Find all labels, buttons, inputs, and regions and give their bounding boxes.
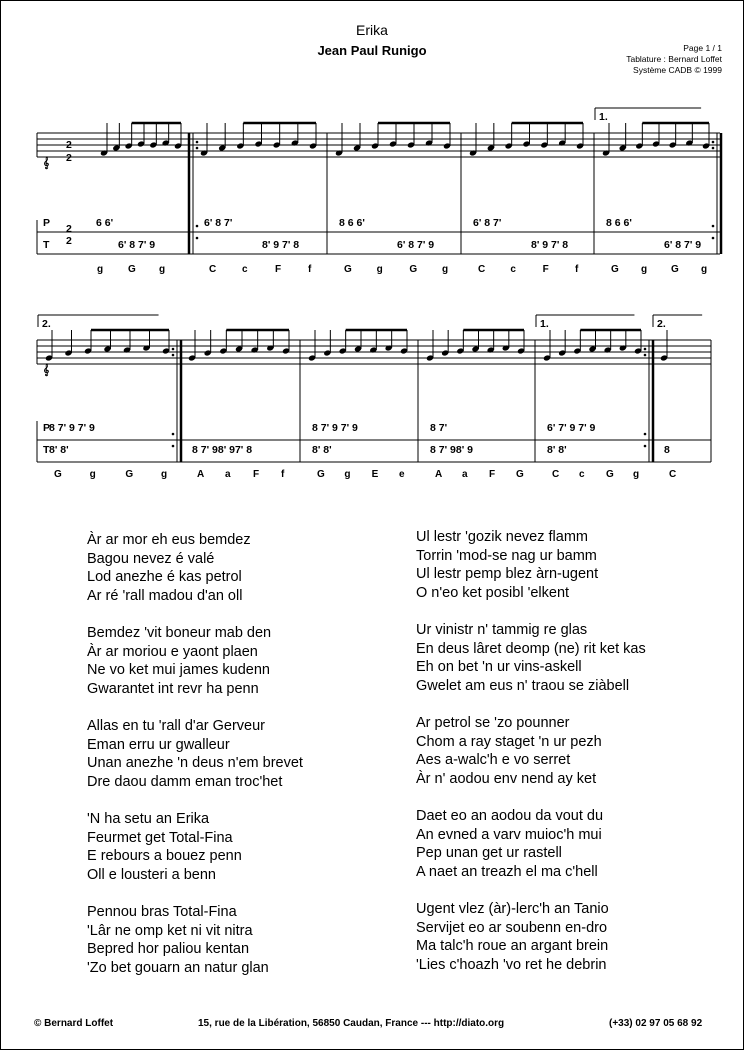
bass-chord: C [669, 469, 677, 480]
push-tab-notes: 6' 7' 9 7' 9 [547, 422, 596, 434]
lyric-line: Aes a-walc'h e vo serret [416, 752, 571, 768]
push-row-label: P [43, 217, 51, 229]
pull-row-label: T [43, 239, 50, 251]
stanza [87, 903, 303, 977]
lyric-line: Feurmet get Total-Fina [87, 829, 233, 846]
push-tab-notes: 6 6' [96, 217, 114, 229]
bass-chord: g [641, 264, 648, 275]
lyric-line: Unan anezhe 'n deus n'em brevet [87, 755, 303, 771]
ending-number: 1. [599, 111, 608, 123]
repeat-dot [712, 147, 715, 150]
pull-row-label: T [43, 444, 50, 456]
bass-chord: G [54, 469, 62, 480]
pull-tab-notes: 6' 8 7' 9 [118, 239, 156, 251]
bass-chord: g [97, 264, 104, 275]
stanza [87, 810, 303, 884]
song-title: Erika [356, 22, 388, 38]
treble-clef-icon: 𝄞 [43, 364, 50, 376]
stanza [416, 714, 646, 788]
lyric-line: O n'eo ket posibl 'elkent [416, 584, 570, 601]
bass-chord: e [399, 469, 405, 480]
lyric-line: Ur vinistr n' tammig re glas [416, 622, 588, 638]
bass-chord: g [633, 469, 640, 480]
lyric-line: Pennou bras Total-Fina [87, 904, 237, 920]
tablature-credit: Tablature : Bernard Loffet [626, 54, 722, 64]
push-tab-notes: 8 7' [430, 422, 448, 434]
pull-tab-notes: 8' 8' [312, 444, 332, 456]
bass-chord: G [128, 264, 136, 275]
lyric-line: Lod anezhe é kas petrol [87, 569, 242, 585]
lyric-line: Gwelet am eus n' traou se ziàbell [416, 677, 630, 694]
lyric-line: Daet eo an aodou da vout du [416, 808, 604, 824]
bass-chord: f [281, 469, 285, 480]
repeat-dot [712, 141, 715, 144]
lyric-line: Àr ar moriou e yaont plaen [87, 643, 258, 660]
footer-phone: (+33) 02 97 05 68 92 [609, 1018, 703, 1029]
repeat-dot [196, 141, 199, 144]
lyric-line: An evned a varv muioc'h mui [416, 826, 602, 843]
lyric-line: Àr n' aodou env nend ay ket [416, 770, 597, 787]
lyric-line: Eh on bet 'n ur vins-askell [416, 659, 582, 675]
bass-chord: g [89, 469, 96, 480]
pull-tab-notes: 8 7' 98' 9 [430, 444, 473, 456]
stanza [87, 531, 303, 605]
bass-chord: c [510, 264, 516, 275]
bass-chord: G [606, 469, 614, 480]
bass-chord: G [344, 264, 352, 275]
bass-chord: c [579, 469, 585, 480]
page-number: Page 1 / 1 [683, 43, 722, 53]
lyric-line: Ma talc'h roue an argant brein [416, 938, 609, 954]
repeat-dot [712, 237, 715, 240]
push-tab-notes: 8 6 6' [339, 217, 365, 229]
bass-chord: E [371, 469, 379, 480]
bass-chord: F [542, 264, 549, 275]
pull-tab-notes: 6' 8 7' 9 [397, 239, 435, 251]
bass-chord: A [435, 469, 443, 480]
footer-address: 15, rue de la Libération, 56850 Caudan, France --- http://diato.org [198, 1018, 505, 1029]
lyric-line: Àr ar mor eh eus bemdez [87, 532, 251, 548]
repeat-dot [196, 225, 199, 228]
bass-chord: G [125, 469, 134, 480]
stanza [416, 528, 646, 602]
repeat-dot [172, 354, 175, 357]
repeat-dot [172, 433, 175, 436]
bass-chord: f [575, 264, 579, 275]
stanza [416, 900, 646, 974]
ending-number: 2. [42, 318, 51, 330]
push-tab-notes: 6' 8 7' [204, 217, 233, 229]
bass-chord: A [197, 469, 205, 480]
pull-tab-notes: 8 [664, 444, 670, 456]
pull-tab-notes: 8' 8' [49, 444, 69, 456]
bass-chord: C [478, 264, 486, 275]
treble-clef-icon: 𝄞 [43, 157, 50, 169]
lyric-line: Oll e lousteri a benn [87, 866, 216, 883]
lyric-line: Chom a ray staget 'n ur pezh [416, 733, 602, 750]
lyric-line: A naet an treazh el ma c'hell [416, 863, 598, 880]
ending-number: 2. [657, 318, 666, 330]
lyric-line: Ne vo ket mui james kudenn [87, 662, 270, 678]
bass-chord: G [409, 264, 418, 275]
time-signature-bottom: 2 [66, 152, 72, 164]
stanza [87, 717, 303, 791]
ending-number: 1. [540, 318, 549, 330]
pull-tab-notes: 8 7' 98' 97' 8 [192, 444, 253, 456]
push-tab-notes: 8 6 6' [606, 217, 632, 229]
bass-chord: g [701, 264, 708, 275]
lyric-line: Dre daou damm eman troc'het [87, 773, 283, 790]
lyrics-right-column [416, 528, 646, 993]
lyric-line: Ul lestr pemp blez àrn-ugent [416, 566, 599, 582]
bass-chord: a [225, 469, 231, 480]
lyric-line: E rebours a bouez penn [87, 848, 242, 864]
lyric-line: Bagou nevez é valé [87, 550, 215, 567]
lyric-line: Ugent vlez (àr)-lerc'h an Tanio [416, 901, 609, 917]
repeat-dot [644, 433, 647, 436]
lyric-line: 'Lâr ne omp ket ni vit nitra [87, 922, 253, 939]
repeat-dot [644, 445, 647, 448]
push-tab-notes: 8 7' 9 7' 9 [312, 422, 358, 434]
bass-chord: g [376, 264, 383, 275]
bass-chord: C [552, 469, 560, 480]
push-tab-notes: 8 7' 9 7' 9 [49, 422, 95, 434]
bass-chord: g [344, 469, 351, 480]
lyric-line: 'Zo bet gouarn an natur glan [87, 959, 269, 976]
lyric-line: Ul lestr 'gozik nevez flamm [416, 529, 588, 545]
repeat-dot [172, 348, 175, 351]
system-credit: Système CADB © 1999 [633, 65, 722, 75]
bass-chord: F [489, 469, 496, 480]
stanza [416, 621, 646, 695]
bass-chord: f [308, 264, 312, 275]
pull-tab-notes: 8' 9 7' 8 [262, 239, 300, 251]
bass-chord: a [462, 469, 468, 480]
bass-chord: g [159, 264, 166, 275]
lyric-line: Ar ré 'rall madou d'an oll [87, 587, 243, 604]
bass-chord: g [442, 264, 449, 275]
stanza [87, 624, 303, 698]
lyric-line: 'Lies c'hoazh 'vo ret he debrin [416, 956, 607, 973]
bass-chord: G [671, 264, 679, 275]
lyric-line: En deus lâret deomp (ne) rit ket kas [416, 640, 646, 657]
bass-chord: F [253, 469, 260, 480]
pull-tab-notes: 6' 8 7' 9 [664, 239, 702, 251]
footer-copyright: © Bernard Loffet [34, 1018, 114, 1029]
repeat-dot [644, 348, 647, 351]
lyrics-left-column [87, 531, 303, 996]
lyric-line: Eman erru ur gwalleur [87, 736, 230, 753]
time-signature-top: 2 [66, 139, 72, 151]
bass-chord: G [611, 264, 619, 275]
lyric-line: Pep unan get ur rastell [416, 845, 562, 861]
composer-name: Jean Paul Runigo [317, 43, 427, 58]
bass-chord: G [317, 469, 325, 480]
bass-chord: C [209, 264, 217, 275]
tab-time-signature-bottom: 2 [66, 235, 72, 247]
pull-tab-notes: 8' 9 7' 8 [531, 239, 569, 251]
lyric-line: Bemdez 'vit boneur mab den [87, 625, 272, 641]
lyric-line: Servijet eo ar soubenn en-dro [416, 919, 608, 936]
pull-tab-notes: 8' 8' [547, 444, 567, 456]
repeat-dot [196, 147, 199, 150]
repeat-dot [172, 445, 175, 448]
lyric-line: Gwarantet int revr ha penn [87, 680, 259, 697]
repeat-dot [644, 354, 647, 357]
lyric-line: Ar petrol se 'zo pounner [416, 715, 570, 731]
lyric-line: 'N ha setu an Erika [87, 811, 210, 827]
push-tab-notes: 6' 8 7' [473, 217, 502, 229]
bass-chord: G [516, 469, 524, 480]
repeat-dot [196, 237, 199, 240]
push-row-label: P [43, 422, 51, 434]
bass-chord: F [275, 264, 282, 275]
lyric-line: Allas en tu 'rall d'ar Gerveur [87, 718, 266, 734]
stanza [416, 807, 646, 881]
lyric-line: Torrin 'mod-se nag ur bamm [416, 547, 597, 564]
lyric-line: Bepred hor paliou kentan [87, 941, 250, 957]
music-score [0, 0, 744, 500]
bass-chord: g [161, 469, 168, 480]
repeat-dot [712, 225, 715, 228]
bass-chord: c [242, 264, 248, 275]
tab-time-signature-top: 2 [66, 223, 72, 235]
